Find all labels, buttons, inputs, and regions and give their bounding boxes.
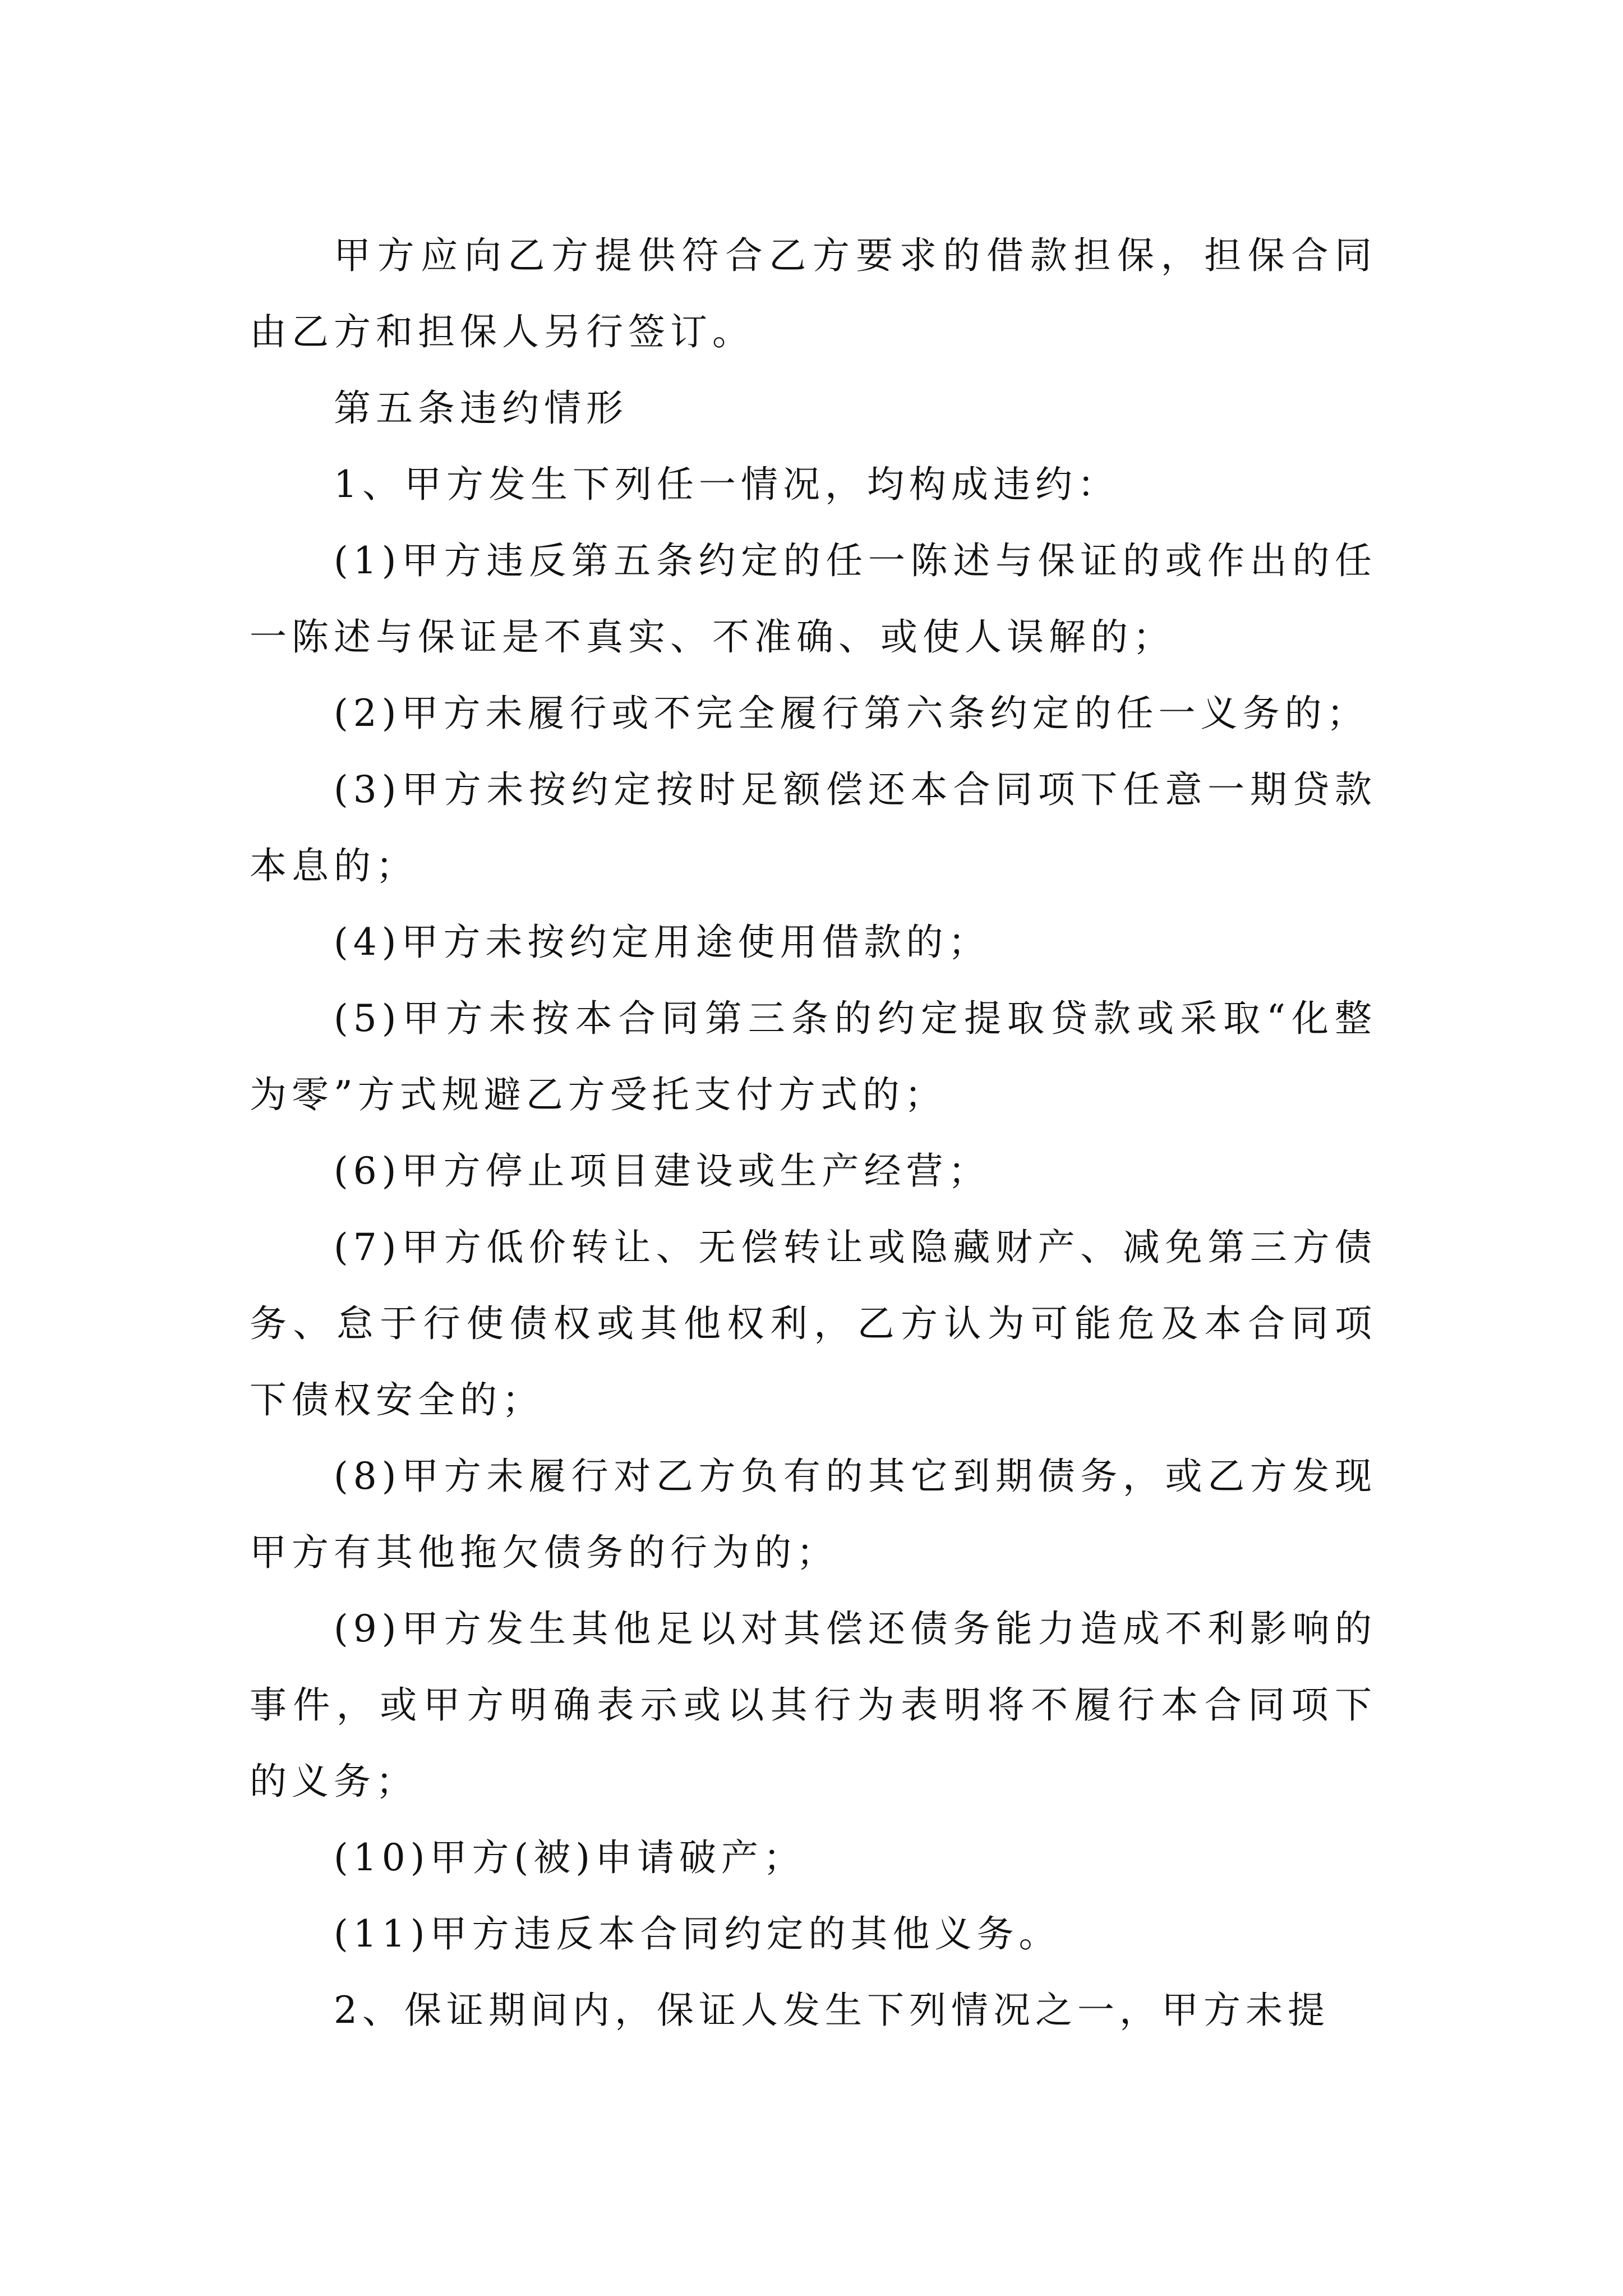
list-item-1: (1)甲方违反第五条约定的任一陈述与保证的或作出的任一陈述与保证是不真实、不准确、或使人误解的；	[250, 539, 1377, 659]
list-item-2: (2)甲方未履行或不完全履行第六条约定的任一义务的；	[334, 692, 1369, 735]
section-heading-article-5: 第五条违约情形	[334, 386, 628, 430]
list-item-7: (7)甲方低价转让、无偿转让或隐藏财产、减免第三方债务、怠于行使债权或其他权利，乙方认为可能危及本合同项下债权安全的；	[250, 1226, 1377, 1421]
document-body	[250, 218, 1377, 2049]
paragraph-guarantee: 甲方应向乙方提供符合乙方要求的借款担保，担保合同由乙方和担保人另行签订。	[250, 234, 1377, 353]
list-item-3: (3)甲方未按约定按时足额偿还本合同项下任意一期贷款本息的；	[250, 768, 1377, 887]
paragraph-default-intro: 1、甲方发生下列任一情况，均构成违约：	[334, 463, 1119, 506]
list-item-4: (4)甲方未按约定用途使用借款的；	[334, 921, 990, 964]
list-item-6: (6)甲方停止项目建设或生产经营；	[334, 1149, 990, 1193]
list-item-5: (5)甲方未按本合同第三条的约定提取贷款或采取“化整为零”方式规避乙方受托支付方式的；	[250, 997, 1377, 1116]
list-item-11: (11)甲方违反本合同约定的其他义务。	[334, 1912, 1061, 1955]
list-item-9: (9)甲方发生其他足以对其偿还债务能力造成不利影响的事件，或甲方明确表示或以其行为表明将不履行本合同项下的义务；	[250, 1607, 1377, 1803]
paragraph-guarantor-intro: 2、保证期间内，保证人发生下列情况之一，甲方未提	[334, 1989, 1330, 2032]
list-item-10: (10)甲方(被)申请破产；	[334, 1836, 805, 1879]
list-item-8: (8)甲方未履行对乙方负有的其它到期债务，或乙方发现甲方有其他拖欠债务的行为的；	[250, 1455, 1377, 1574]
